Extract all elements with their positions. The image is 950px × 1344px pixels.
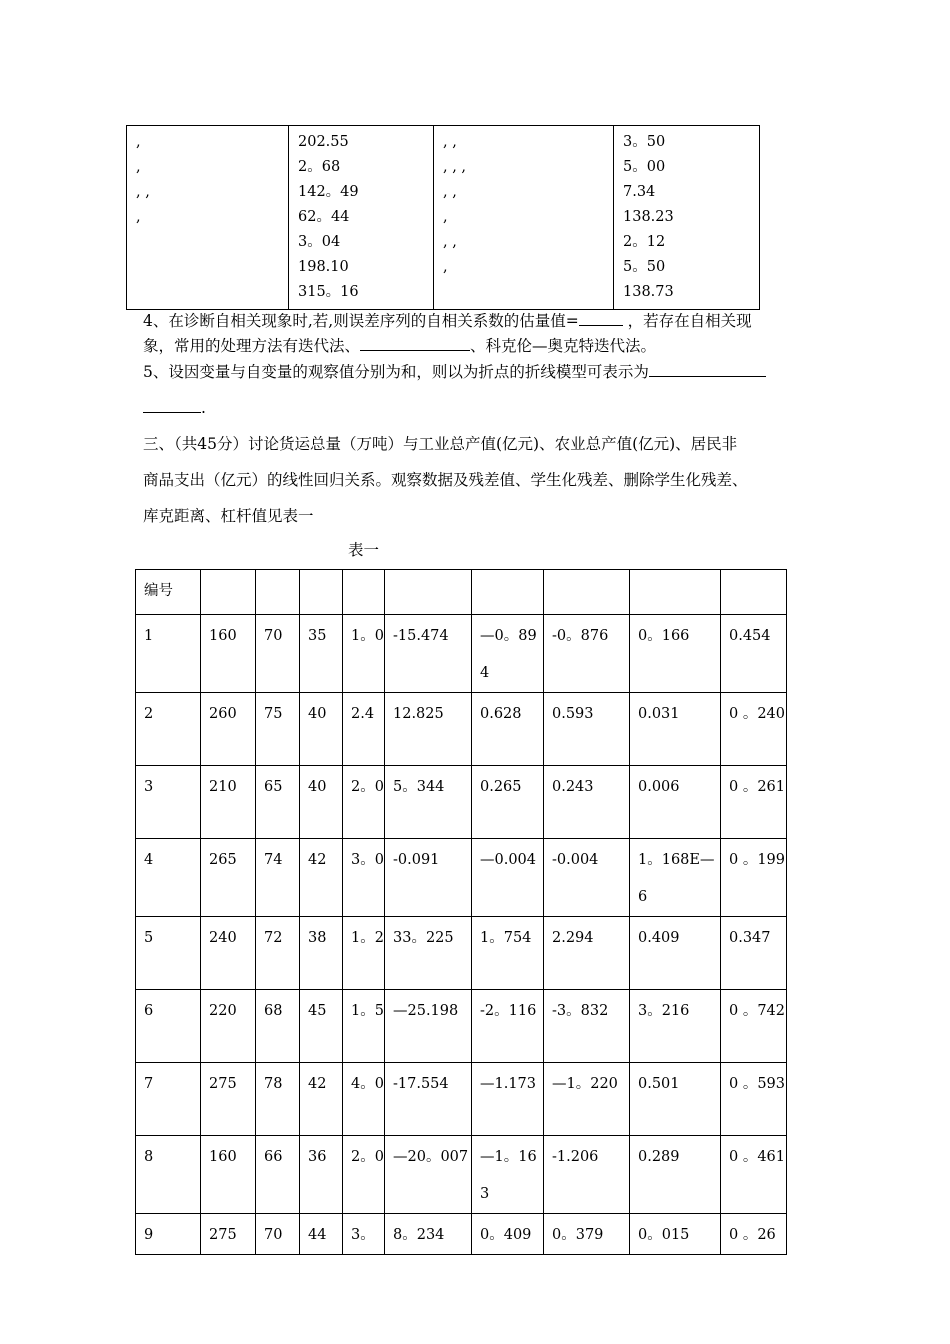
table-cell: 240 <box>201 917 256 990</box>
table-row <box>136 1063 787 1136</box>
table-caption: 表一 <box>348 541 380 559</box>
top-table-col1: , , , , , <box>127 126 289 310</box>
table-cell: 2。0 <box>343 1136 385 1214</box>
table-cell: 0 。26 <box>721 1214 787 1255</box>
table-cell: 9 <box>136 1214 201 1255</box>
table-cell: 0。379 <box>544 1214 630 1255</box>
section-3-line-3: 库克距离、杠杆值见表一 <box>143 507 314 525</box>
table-cell: 0.289 <box>630 1136 721 1214</box>
table-cell: 0。166 <box>630 615 721 693</box>
top-table-col3: , , , , , , , , , , , <box>434 126 614 310</box>
table-cell: 0 。240 <box>721 693 787 766</box>
table-cell: 160 <box>201 615 256 693</box>
table-row <box>136 766 787 839</box>
table-cell: —1。220 <box>544 1063 630 1136</box>
header-cell <box>343 570 385 615</box>
table-cell: -3。832 <box>544 990 630 1063</box>
question-4-line-2: 象，常用的处理方法有迭代法、 、科克伦—奥克特迭代法。 <box>143 334 656 356</box>
table-cell: 40 <box>300 766 343 839</box>
table-cell: —25.198 <box>385 990 472 1063</box>
table-cell: 6 <box>136 990 201 1063</box>
table-cell: 4。0 <box>343 1063 385 1136</box>
table-cell: 160 <box>201 1136 256 1214</box>
table-cell: 0。409 <box>472 1214 544 1255</box>
table-cell: 72 <box>256 917 300 990</box>
table-cell: 275 <box>201 1214 256 1255</box>
table-row <box>136 839 787 917</box>
table-row <box>136 693 787 766</box>
table-cell: 0.501 <box>630 1063 721 1136</box>
table-cell: 78 <box>256 1063 300 1136</box>
top-data-table <box>126 125 760 310</box>
table-row <box>136 615 787 693</box>
table-cell: 45 <box>300 990 343 1063</box>
table-cell: 74 <box>256 839 300 917</box>
table-cell: 3。0 <box>343 839 385 917</box>
table-cell: 1。168E—6 <box>630 839 721 917</box>
table-cell: 1。754 <box>472 917 544 990</box>
table-cell: 210 <box>201 766 256 839</box>
answer-blank <box>649 360 766 377</box>
question-5-line-1: 5、设因变量与自变量的观察值分别为和，则以为折点的折线模型可表示为 <box>143 360 766 382</box>
table-cell: -2。116 <box>472 990 544 1063</box>
answer-blank <box>579 309 623 326</box>
table-cell: 0.031 <box>630 693 721 766</box>
table-cell: 2.4 <box>343 693 385 766</box>
table-cell: 7 <box>136 1063 201 1136</box>
header-cell <box>721 570 787 615</box>
table-cell: 3。 <box>343 1214 385 1255</box>
table-header-row <box>136 570 787 615</box>
table-cell: 0 。261 <box>721 766 787 839</box>
header-cell <box>385 570 472 615</box>
table-cell: 265 <box>201 839 256 917</box>
table-cell: —1。163 <box>472 1136 544 1214</box>
table-cell: 2.294 <box>544 917 630 990</box>
table-cell: 5。344 <box>385 766 472 839</box>
table-cell: -17.554 <box>385 1063 472 1136</box>
table-cell: -15.474 <box>385 615 472 693</box>
table-cell: 8 <box>136 1136 201 1214</box>
table-cell: 65 <box>256 766 300 839</box>
table-cell: 4 <box>136 839 201 917</box>
table-cell: 0.265 <box>472 766 544 839</box>
table-cell: 8。234 <box>385 1214 472 1255</box>
table-cell: 66 <box>256 1136 300 1214</box>
header-cell <box>201 570 256 615</box>
table-cell: 70 <box>256 1214 300 1255</box>
table-cell: —20。007 <box>385 1136 472 1214</box>
table-cell: 0.409 <box>630 917 721 990</box>
table-cell: 44 <box>300 1214 343 1255</box>
answer-blank <box>360 334 470 351</box>
header-cell <box>544 570 630 615</box>
table-cell: 42 <box>300 1063 343 1136</box>
table-cell: 1。2 <box>343 917 385 990</box>
table-cell: 1 <box>136 615 201 693</box>
top-table-col2: 202.55 2。68 142。49 62。44 3。04 198.10 315。16 <box>289 126 434 310</box>
table-cell: 275 <box>201 1063 256 1136</box>
table-cell: 3。216 <box>630 990 721 1063</box>
table-cell: -1.206 <box>544 1136 630 1214</box>
table-row <box>136 990 787 1063</box>
table-cell: 42 <box>300 839 343 917</box>
regression-data-table <box>135 569 787 1255</box>
table-cell: 0 。199 <box>721 839 787 917</box>
section-3-line-2: 商品支出（亿元）的线性回归关系。观察数据及残差值、学生化残差、删除学生化残差、 <box>143 471 748 489</box>
table-cell: 2。0 <box>343 766 385 839</box>
table-cell: 1。0 <box>343 615 385 693</box>
header-cell <box>300 570 343 615</box>
table-cell: 38 <box>300 917 343 990</box>
table-cell: 33。225 <box>385 917 472 990</box>
table-cell: 1。5 <box>343 990 385 1063</box>
table-cell: -0.004 <box>544 839 630 917</box>
header-cell <box>630 570 721 615</box>
table-cell: -0.091 <box>385 839 472 917</box>
answer-blank <box>143 396 201 413</box>
header-cell <box>256 570 300 615</box>
table-cell: 3 <box>136 766 201 839</box>
table-cell: 40 <box>300 693 343 766</box>
table-cell: 0 。742 <box>721 990 787 1063</box>
table-cell: 0 。461 <box>721 1136 787 1214</box>
table-row <box>136 1136 787 1214</box>
section-3-line-1: 三、（共45分）讨论货运总量（万吨）与工业总产值(亿元)、农业总产值(亿元)、居民非 <box>143 435 738 453</box>
table-cell: 220 <box>201 990 256 1063</box>
table-cell: 0.006 <box>630 766 721 839</box>
table-cell: —0。894 <box>472 615 544 693</box>
table-row <box>136 1214 787 1255</box>
table-cell: 0.454 <box>721 615 787 693</box>
table-cell: 36 <box>300 1136 343 1214</box>
header-cell: 编号 <box>136 570 201 615</box>
table-cell: —1.173 <box>472 1063 544 1136</box>
table-cell: 0.628 <box>472 693 544 766</box>
table-cell: 0.347 <box>721 917 787 990</box>
table-cell: 0 。593 <box>721 1063 787 1136</box>
top-table-col4: 3。50 5。00 7.34 138.23 2。12 5。50 138.73 <box>614 126 760 310</box>
table-cell: 75 <box>256 693 300 766</box>
table-cell: 68 <box>256 990 300 1063</box>
table-cell: 0.243 <box>544 766 630 839</box>
table-cell: —0.004 <box>472 839 544 917</box>
question-4-line-1: 4、在诊断自相关现象时,若,则误差序列的自相关系数的估量值= ，若存在自相关现 <box>143 309 752 331</box>
table-cell: 5 <box>136 917 201 990</box>
table-cell: 70 <box>256 615 300 693</box>
table-cell: 0.593 <box>544 693 630 766</box>
question-5-line-2: . <box>143 396 206 417</box>
header-cell <box>472 570 544 615</box>
table-cell: 12.825 <box>385 693 472 766</box>
table-cell: 0。015 <box>630 1214 721 1255</box>
table-row <box>136 917 787 990</box>
table-cell: 2 <box>136 693 201 766</box>
table-cell: 260 <box>201 693 256 766</box>
table-cell: -0。876 <box>544 615 630 693</box>
table-cell: 35 <box>300 615 343 693</box>
